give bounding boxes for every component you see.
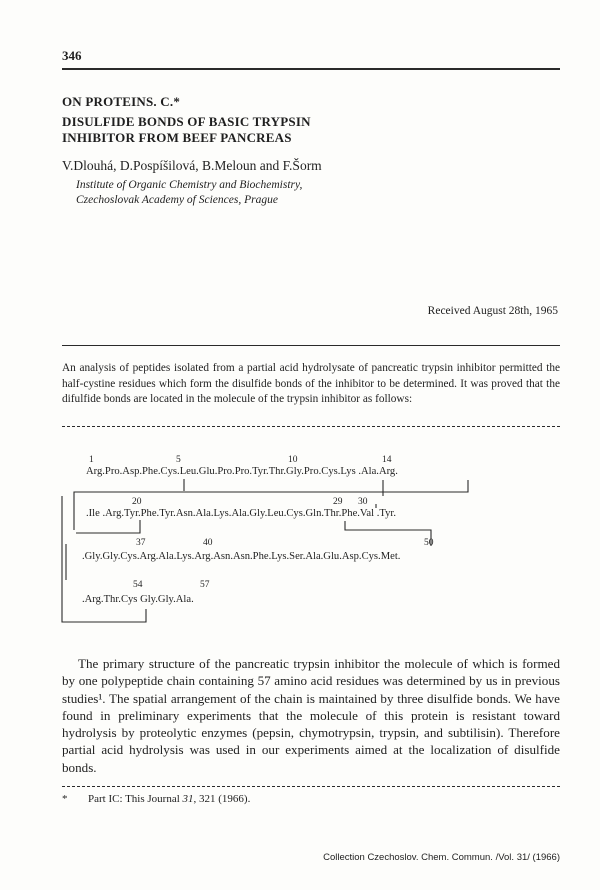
- footnote-mark: *: [62, 793, 68, 805]
- residue-number: 14: [382, 455, 392, 465]
- body-paragraph: The primary structure of the pancreatic trypsin inhibitor the molecule of which is formed by one polypeptide chain containing 57 amino acid residues was determined by us in previous studies¹. The spatial arrangement of the chain is maintained by three disulfide bonds. We have found in preliminary experiments that the molecule of this protein is resistant toward hydrolysis by proteolytic enzymes (pepsin, chymotrypsin, trypsin, and subtilisin). Therefore partial acid hydrolysis was used in our experiments aimed at the localization of disulfide bonds.: [62, 656, 560, 775]
- residue-number: 20: [132, 497, 142, 507]
- page-number: 346: [62, 48, 82, 63]
- abstract: An analysis of peptides isolated from a partial acid hydrolysate of pancreatic trypsin inhibitor permitted the half-cystine residues which form the disulfide bonds of the inhibitor to be determined. It was proved that the difulfide bonds are located in the molecule of the trypsin inhibitor as follows:: [62, 362, 560, 405]
- residue-number: 57: [200, 580, 210, 590]
- received-date: Received August 28th, 1965: [427, 305, 558, 317]
- sequence-row-4: .Arg.Thr.Cys Gly.Gly.Ala.: [82, 594, 194, 605]
- residue-number: 54: [133, 580, 143, 590]
- sequence-row-3: .Gly.Gly.Cys.Arg.Ala.Lys.Arg.Asn.Asn.Phe.Lys.Ser.Ala.Glu.Asp.Cys.Met.: [82, 551, 401, 562]
- series-title: ON PROTEINS. C.*: [62, 94, 181, 109]
- residue-number: 29: [333, 497, 343, 507]
- disulfide-bond: [345, 521, 431, 546]
- residue-number: 1: [89, 455, 94, 465]
- disulfide-bond: [62, 496, 146, 622]
- affiliation-line: Institute of Organic Chemistry and Biochemistry,: [76, 179, 303, 191]
- journal-citation: Collection Czechoslov. Chem. Commun. /Vol. 31/ (1966): [323, 852, 560, 863]
- affiliation-line: Czechoslovak Academy of Sciences, Prague: [76, 194, 278, 206]
- footnote-volume: 31: [182, 793, 194, 805]
- footnote: [62, 793, 250, 805]
- residue-number: 30: [358, 497, 368, 507]
- residue-number: 5: [176, 455, 181, 465]
- disulfide-bond: [76, 520, 140, 533]
- residue-number: 37: [136, 538, 146, 548]
- chain-connector: [74, 480, 468, 530]
- sequence-row-1: Arg.Pro.Asp.Phe.Cys.Leu.Glu.Pro.Pro.Tyr.Thr.Gly.Pro.Cys.Lys .Ala.Arg.: [86, 466, 398, 477]
- residue-number: 50: [424, 538, 434, 548]
- title-line: DISULFIDE BONDS OF BASIC TRYPSIN: [62, 114, 311, 129]
- footnote-rule: [62, 786, 560, 787]
- residue-number: 10: [288, 455, 298, 465]
- sequence-row-2: .Ile .Arg.Tyr.Phe.Tyr.Asn.Ala.Lys.Ala.Gly.Leu.Cys.Gln.Thr.Phe.Val .Tyr.: [86, 508, 396, 519]
- residue-number: 40: [203, 538, 213, 548]
- footnote-text: Part IC: This Journal: [88, 793, 183, 805]
- title-line: INHIBITOR FROM BEEF PANCREAS: [62, 130, 292, 145]
- authors: V.Dlouhá, D.Pospíšilová, B.Meloun and F.Šorm: [62, 158, 322, 173]
- footnote-text-end: , 321 (1966).: [193, 793, 251, 805]
